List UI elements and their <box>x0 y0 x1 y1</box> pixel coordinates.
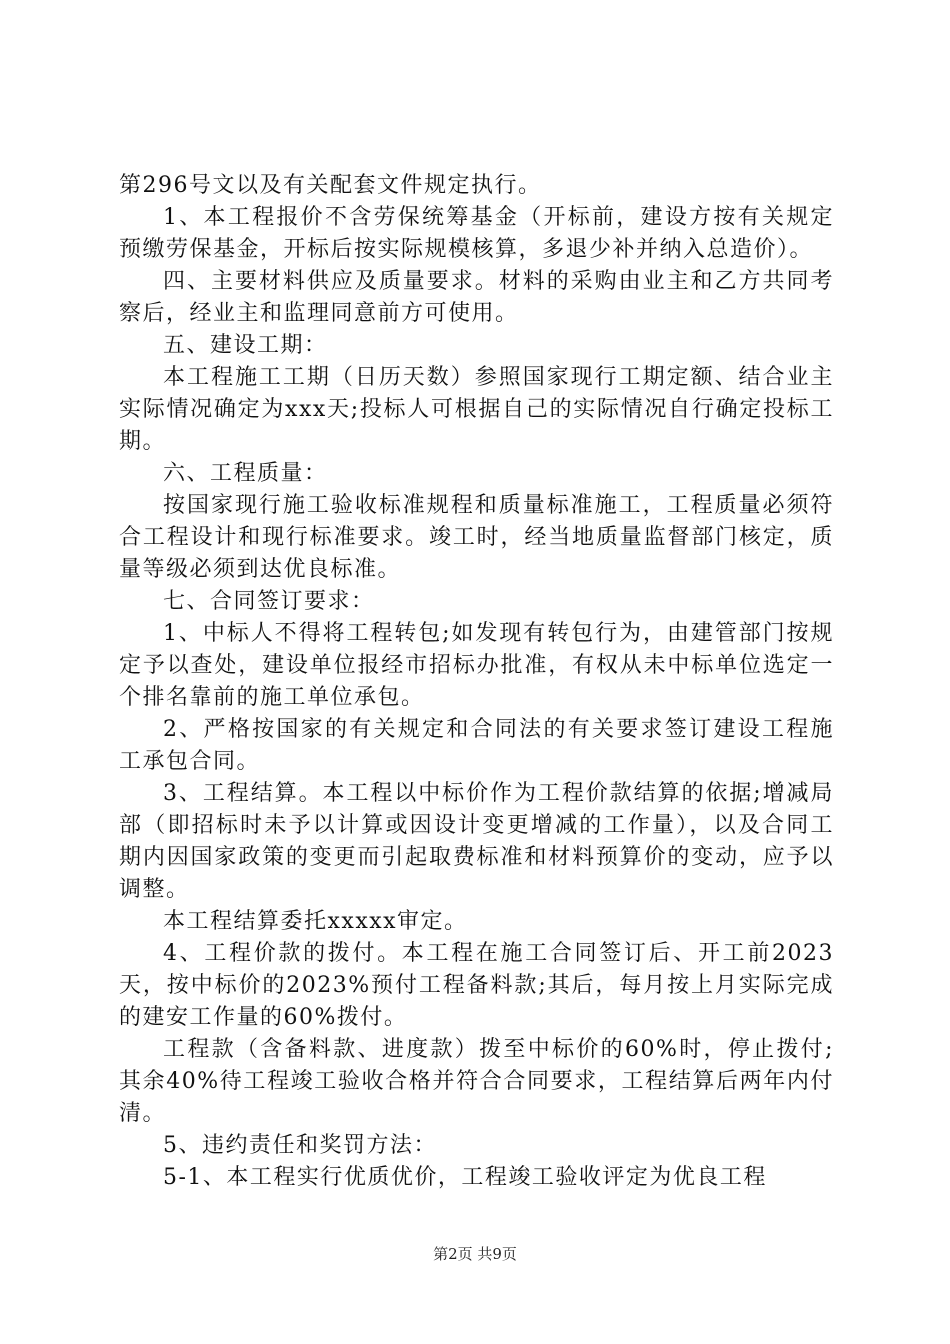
paragraph: 五、建设工期： <box>163 333 328 358</box>
paragraph: 4、工程价款的拨付。本工程在施工合同签订后、开工前2023天，按中标价的2023%预付工程备料款;其后，每月按上月实际完成的建安工作量的60%拨付。 <box>119 941 834 1030</box>
paragraph: 按国家现行施工验收标准规程和质量标准施工，工程质量必须符合工程设计和现行标准要求。竣工时，经当地质量监督部门核定，质量等级必须到达优良标准。 <box>119 493 834 582</box>
paragraph: 本工程结算委托xxxxx审定。 <box>163 909 468 934</box>
paragraph: 第296号文以及有关配套文件规定执行。 <box>119 173 542 198</box>
page-footer: 第2页 共9页 <box>433 1245 517 1263</box>
paragraph: 四、主要材料供应及质量要求。材料的采购由业主和乙方共同考察后，经业主和监理同意前方可使用。 <box>119 269 834 326</box>
paragraph: 1、本工程报价不含劳保统筹基金（开标前，建设方按有关规定预缴劳保基金，开标后按实际规模核算，多退少补并纳入总造价）。 <box>119 205 834 262</box>
paragraph: 六、工程质量： <box>163 461 328 486</box>
paragraph: 5-1、本工程实行优质优价，工程竣工验收评定为优良工程 <box>163 1165 767 1190</box>
paragraph: 1、中标人不得将工程转包;如发现有转包行为，由建管部门按规定予以查处，建设单位报经市招标办批准，有权从未中标单位选定一个排名靠前的施工单位承包。 <box>119 621 834 710</box>
paragraph: 七、合同签订要求： <box>163 589 375 614</box>
paragraph: 5、违约责任和奖罚方法： <box>163 1133 437 1158</box>
paragraph: 3、工程结算。本工程以中标价作为工程价款结算的依据;增减局部（即招标时未予以计算或因设计变更增减的工作量），以及合同工期内因国家政策的变更而引起取费标准和材料预算价的变动，应予以调整。 <box>119 781 834 902</box>
paragraph: 工程款（含备料款、进度款）拨至中标价的60%时，停止拨付;其余40%待工程竣工验收合格并符合合同要求，工程结算后两年内付清。 <box>119 1037 834 1126</box>
document-body <box>119 170 834 1194</box>
paragraph: 2、严格按国家的有关规定和合同法的有关要求签订建设工程施工承包合同。 <box>119 717 834 774</box>
paragraph: 本工程施工工期（日历天数）参照国家现行工期定额、结合业主实际情况确定为xxx天;投标人可根据自己的实际情况自行确定投标工期。 <box>119 365 834 454</box>
